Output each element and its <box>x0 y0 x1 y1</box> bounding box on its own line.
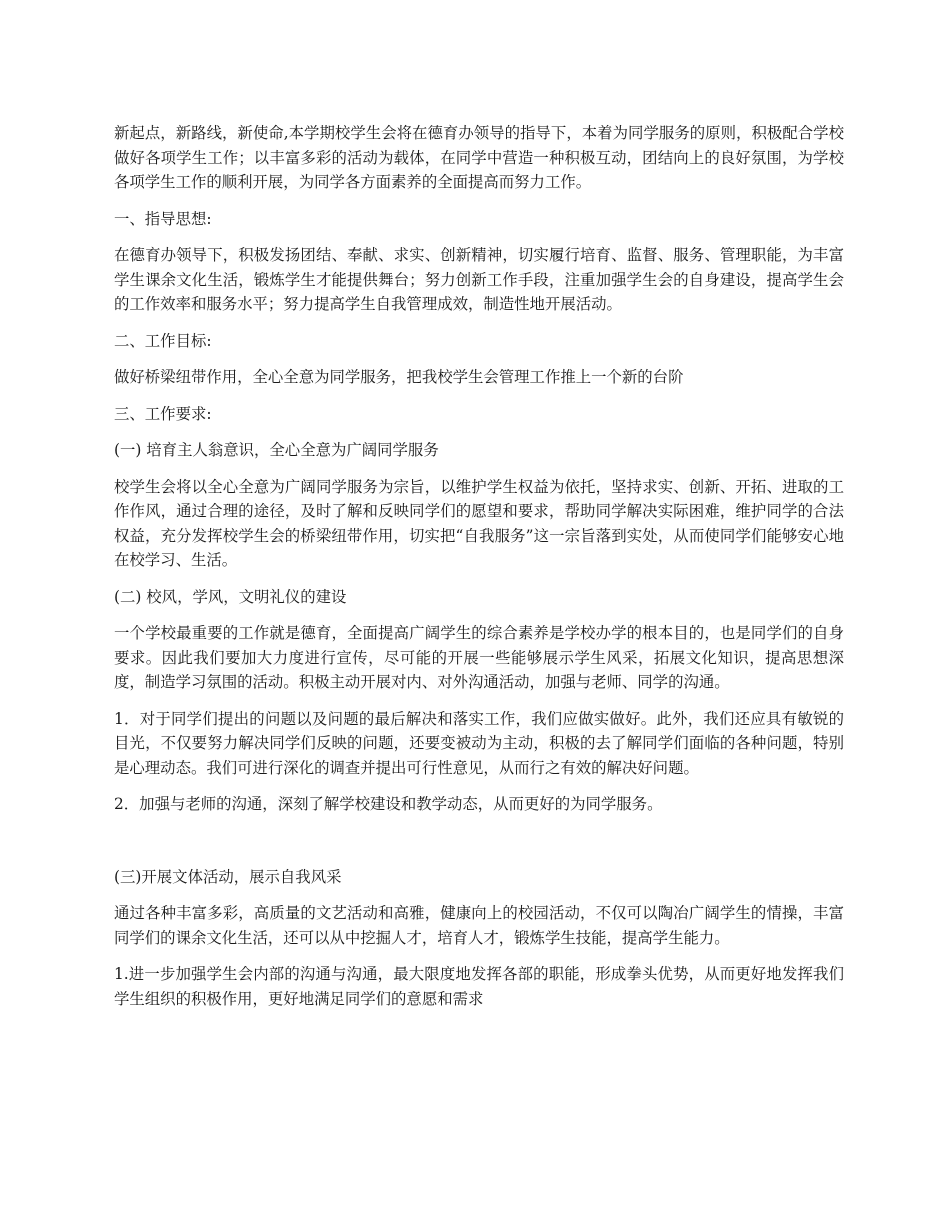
section-heading-work-requirements: 三、工作要求: <box>114 404 212 423</box>
section-heading-guiding-ideology: 一、指导思想: <box>114 209 212 228</box>
guiding-ideology-paragraph: 在德育办领导下，积极发扬团结、奉献、求实、创新精神，切实履行培育、监督、服务、管理职能，为丰富学生课余文化生活，锻炼学生才能提供舞台；努力创新工作手段，注重加强学生会的自身建设，提高学生会的工作效率和服务水平；努力提高学生自我管理成效，制造性地开展活动。 <box>114 246 844 313</box>
intro-paragraph: 新起点，新路线，新使命,本学期校学生会将在德育办领导的指导下，本着为同学服务的原则，积极配合学校做好各项学生工作；以丰富多彩的活动为载体，在同学中营造一种积极互动，团结向上的良好氛围，为学校各项学生工作的顺利开展，为同学各方面素养的全面提高而努力工作。 <box>114 124 844 191</box>
section-heading-work-goals: 二、工作目标: <box>114 331 212 350</box>
subsection-heading-school-culture: (二) 校风，学风，文明礼仪的建设 <box>114 587 347 606</box>
school-culture-item-2: 2．加强与老师的沟通，深刻了解学校建设和教学动态，从而更好的为同学服务。 <box>114 795 663 813</box>
blank-spacer <box>114 829 844 865</box>
activities-paragraph: 通过各种丰富多彩，高质量的文艺活动和高雅，健康向上的校园活动，不仅可以陶冶广阔学生的情操，丰富同学们的课余文化生活，还可以从中挖掘人才，培育人才，锻炼学生技能，提高学生能力。 <box>114 904 844 947</box>
school-culture-item-1: 1．对于同学们提出的问题以及问题的最后解决和落实工作，我们应做实做好。此外，我们还应具有敏锐的目光，不仅要努力解决同学们反映的问题，还要变被动为主动，积极的去了解同学们面临的各种问题，特别是心理动态。我们可进行深化的调查并提出可行性意见，从而行之有效的解决好问题。 <box>114 709 844 777</box>
subsection-heading-activities: (三)开展文体活动，展示自我风采 <box>114 867 342 886</box>
activities-item-1: 1.进一步加强学生会内部的沟通与沟通，最大限度地发挥各部的职能，形成拳头优势，从而更好地发挥我们学生组织的积极作用，更好地满足同学们的意愿和需求 <box>114 965 844 1008</box>
document-body <box>114 121 844 1023</box>
school-culture-paragraph: 一个学校最重要的工作就是德育，全面提高广阔学生的综合素养是学校办学的根本目的，也是同学们的自身要求。因此我们要加大力度进行宣传，尽可能的开展一些能够展示学生风采，拓展文化知识，提高思想深度，制造学习氛围的活动。积极主动开展对内、对外沟通活动，加强与老师、同学的沟通。 <box>114 624 844 691</box>
ownership-paragraph: 校学生会将以全心全意为广阔同学服务为宗旨，以维护学生权益为依托，坚持求实、创新、开拓、进取的工作作风，通过合理的途径，及时了解和反映同学们的愿望和要求，帮助同学解决实际困难，维护同学的合法权益，充分发挥校学生会的桥梁纽带作用，切实把“自我服务”这一宗旨落到实处，从而使同学们能够安心地在校学习、生活。 <box>114 477 844 569</box>
work-goals-paragraph: 做好桥梁纽带作用，全心全意为同学服务，把我校学生会管理工作推上一个新的台阶 <box>114 368 684 386</box>
subsection-heading-ownership: (一) 培育主人翁意识，全心全意为广阔同学服务 <box>114 441 439 459</box>
